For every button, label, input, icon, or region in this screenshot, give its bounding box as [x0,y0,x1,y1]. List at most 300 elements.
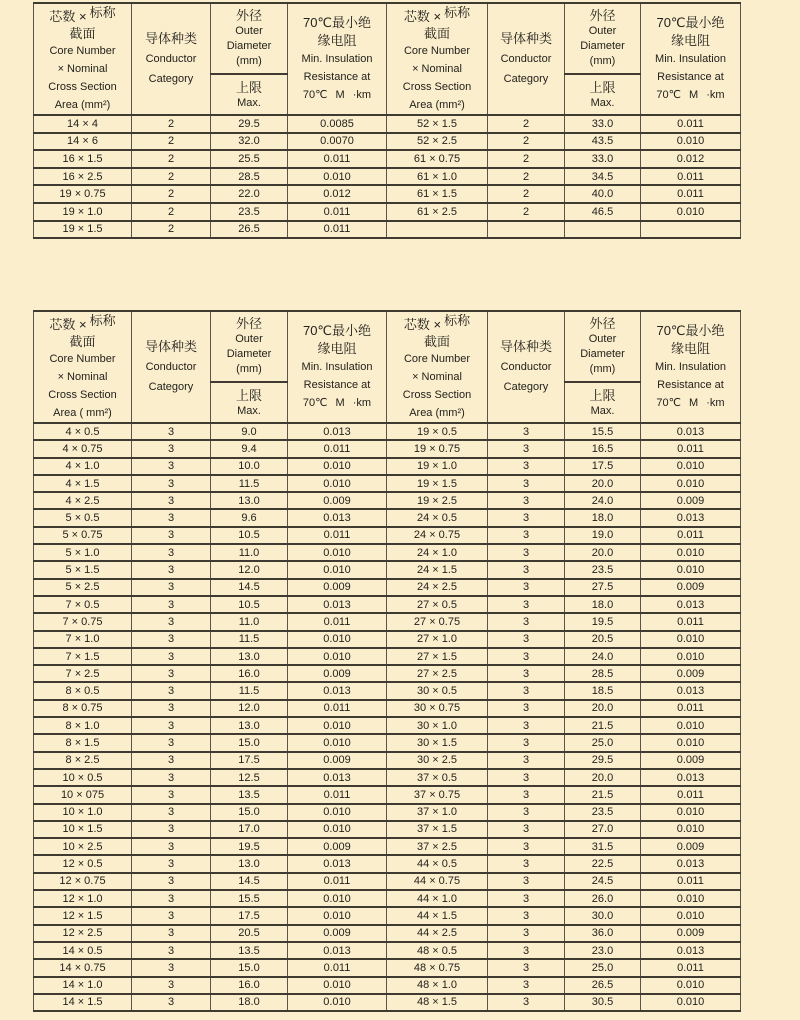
cell-outer-diameter-max: 18.0 [211,994,288,1011]
cell-outer-diameter-max: 13.0 [211,717,288,734]
cell-min-insulation-resistance: 0.010 [288,648,387,665]
cell-conductor-category: 3 [132,579,211,596]
cell-conductor-category: 3 [488,925,565,942]
cell-core-size: 10 × 2.5 [34,838,132,855]
cell-min-insulation-resistance: 0.010 [288,458,387,475]
header-text: (mm) [236,55,262,68]
header-insulation-resistance [641,3,741,115]
cell-core-size: 44 × 0.75 [387,873,488,890]
cell-conductor-category: 3 [488,994,565,1011]
cell-core-size: 61 × 2.5 [387,203,488,221]
cell-min-insulation-resistance: 0.010 [288,890,387,907]
cell-core-size: 24 × 1.5 [387,561,488,578]
cell-core-size: 8 × 2.5 [34,752,132,769]
cell-min-insulation-resistance: 0.010 [641,821,741,838]
cell-min-insulation-resistance: 0.009 [641,492,741,509]
table-row [34,492,741,509]
cell-core-size: 19 × 1.5 [34,221,132,239]
table-row [34,734,741,751]
table-row [34,700,741,717]
cell-conductor-category: 3 [132,544,211,561]
cell-conductor-category: 3 [132,804,211,821]
cell-core-size: 44 × 1.5 [387,907,488,924]
cell-outer-diameter-max: 16.5 [565,440,641,457]
cell-outer-diameter-max: 33.0 [565,115,641,133]
header-text: 上限 [589,79,616,95]
cell-conductor-category: 3 [488,786,565,803]
cell-conductor-category: 3 [488,423,565,440]
cell-core-size: 30 × 1.5 [387,734,488,751]
table-row [34,890,741,907]
cell-outer-diameter-max: 23.5 [565,561,641,578]
cell-conductor-category: 3 [488,527,565,544]
spec-table-2-header [34,311,741,423]
header-text: Category [503,73,549,85]
cell-conductor-category: 3 [132,959,211,976]
cell-conductor-category: 3 [132,561,211,578]
cell-core-size: 4 × 0.5 [34,423,132,440]
cell-conductor-category: 2 [488,115,565,133]
cell-conductor-category: 3 [132,838,211,855]
cell-conductor-category: 3 [488,942,565,959]
cell-min-insulation-resistance: 0.013 [288,509,387,526]
header-text: Diameter [580,348,625,361]
header-text: Conductor [500,53,552,65]
cell-conductor-category: 3 [488,509,565,526]
header-text: Diameter [226,40,272,53]
cell-conductor-category: 3 [488,855,565,872]
cell-outer-diameter-max: 32.0 [211,133,288,151]
header-text: × Nominal [412,371,462,383]
cell-conductor-category: 3 [488,682,565,699]
cell-conductor-category: 3 [132,907,211,924]
cell-min-insulation-resistance: 0.010 [288,631,387,648]
cell-min-insulation-resistance [641,221,741,239]
cell-core-size: 52 × 1.5 [387,115,488,133]
cell-outer-diameter-max: 26.0 [565,890,641,907]
cell-core-size: 4 × 2.5 [34,492,132,509]
cell-core-size: 27 × 2.5 [387,665,488,682]
header-text: 截面 [69,26,96,41]
cell-core-size: 19 × 1.5 [387,475,488,492]
header-text: Outer [588,333,617,346]
header-text: 芯数 × [403,317,442,332]
cell-core-size: 14 × 0.5 [34,942,132,959]
cell-conductor-category: 3 [488,544,565,561]
cell-core-size: 8 × 0.5 [34,682,132,699]
cell-core-size: 5 × 0.75 [34,527,132,544]
cell-conductor-category: 2 [132,115,211,133]
header-text: 70℃ M ·km [656,89,725,101]
cell-min-insulation-resistance: 0.013 [288,423,387,440]
cell-min-insulation-resistance: 0.011 [288,527,387,544]
cell-outer-diameter-max: 26.5 [565,977,641,994]
cell-conductor-category: 3 [132,890,211,907]
cell-outer-diameter-max: 13.5 [211,786,288,803]
cell-core-size: 24 × 0.75 [387,527,488,544]
cell-min-insulation-resistance: 0.011 [288,440,387,457]
table-row [34,423,741,440]
header-text: 70℃最小绝 [302,15,372,30]
header-text: × Nominal [57,63,108,75]
cell-min-insulation-resistance: 0.010 [641,994,741,1011]
header-text: Resistance at [657,379,724,391]
cell-min-insulation-resistance: 0.011 [288,221,387,239]
cell-conductor-category: 3 [132,440,211,457]
cell-outer-diameter-max: 30.0 [565,907,641,924]
cell-outer-diameter-max: 17.5 [565,458,641,475]
cell-min-insulation-resistance: 0.010 [641,907,741,924]
header-text [387,5,487,25]
cell-min-insulation-resistance: 0.010 [641,804,741,821]
cell-core-size: 37 × 0.5 [387,769,488,786]
spec-table-2 [33,310,741,1012]
cell-conductor-category: 3 [488,631,565,648]
cell-min-insulation-resistance: 0.011 [288,150,387,168]
header-core-number [387,311,488,423]
table-row [34,717,741,734]
cell-core-size: 52 × 2.5 [387,133,488,151]
cell-core-size: 30 × 2.5 [387,752,488,769]
cell-conductor-category: 3 [132,769,211,786]
cell-min-insulation-resistance: 0.010 [641,133,741,151]
header-text: × Nominal [57,371,108,383]
cell-core-size: 30 × 0.75 [387,700,488,717]
cell-outer-diameter-max: 14.5 [211,873,288,890]
cell-outer-diameter-max: 10.5 [211,527,288,544]
cell-outer-diameter-max: 14.5 [211,579,288,596]
cell-conductor-category: 3 [488,838,565,855]
header-text: 缘电阻 [670,341,710,356]
cell-min-insulation-resistance: 0.010 [641,890,741,907]
table-row [34,959,741,976]
cell-outer-diameter-max: 46.5 [565,203,641,221]
cell-conductor-category: 2 [488,133,565,151]
cell-core-size: 4 × 0.75 [34,440,132,457]
cell-min-insulation-resistance: 0.011 [288,873,387,890]
cell-conductor-category: 3 [488,665,565,682]
cell-conductor-category: 3 [488,821,565,838]
cell-outer-diameter-max: 43.5 [565,133,641,151]
header-text: Category [148,381,194,393]
cell-outer-diameter-max: 18.0 [565,596,641,613]
header-text: 70℃ M ·km [302,89,372,101]
header-text: Min. Insulation [301,53,373,65]
cell-conductor-category: 3 [132,665,211,682]
cell-outer-diameter-max: 22.0 [211,185,288,203]
cell-core-size: 14 × 1.0 [34,977,132,994]
cell-min-insulation-resistance: 0.009 [288,925,387,942]
cell-min-insulation-resistance: 0.013 [641,682,741,699]
cell-conductor-category: 3 [488,873,565,890]
cell-outer-diameter-max: 13.0 [211,648,288,665]
header-text: Resistance at [303,71,371,83]
header-text: 70℃ M ·km [302,397,372,409]
header-text: 外径 [235,316,262,332]
cell-outer-diameter-max: 23.5 [565,804,641,821]
cell-outer-diameter-max: 20.5 [565,631,641,648]
cell-conductor-category: 3 [132,682,211,699]
table-row [34,150,741,168]
cell-core-size: 24 × 1.0 [387,544,488,561]
header-text: (mm) [589,363,616,376]
table-row [34,613,741,630]
cell-outer-diameter-max: 13.5 [211,942,288,959]
cell-outer-diameter-max: 13.0 [211,492,288,509]
cell-conductor-category: 2 [488,168,565,186]
cell-min-insulation-resistance: 0.010 [641,734,741,751]
cell-conductor-category: 3 [488,959,565,976]
cell-outer-diameter-max: 15.5 [565,423,641,440]
cell-min-insulation-resistance: 0.011 [288,203,387,221]
cell-conductor-category: 2 [488,203,565,221]
header-text: 70℃最小绝 [656,323,725,338]
table-row [34,804,741,821]
cell-conductor-category: 3 [488,769,565,786]
cell-core-size: 5 × 1.0 [34,544,132,561]
header-conductor-category [488,311,565,423]
cell-min-insulation-resistance: 0.009 [288,752,387,769]
cell-outer-diameter-max: 20.0 [565,475,641,492]
header-text: Resistance at [303,379,371,391]
table-row [34,907,741,924]
cell-outer-diameter-max: 24.0 [565,648,641,665]
cell-outer-diameter-max [565,221,641,239]
cell-core-size: 19 × 2.5 [387,492,488,509]
header-max-limit [565,74,641,115]
cell-core-size: 12 × 0.75 [34,873,132,890]
header-text: Resistance at [657,71,724,83]
header-max-limit [211,74,288,115]
cell-outer-diameter-max: 20.0 [565,769,641,786]
cell-outer-diameter-max: 40.0 [565,185,641,203]
cell-core-size: 12 × 0.5 [34,855,132,872]
table-row [34,994,741,1011]
cell-conductor-category: 3 [132,596,211,613]
cell-min-insulation-resistance: 0.012 [288,185,387,203]
cell-min-insulation-resistance: 0.009 [288,492,387,509]
cell-conductor-category: 3 [132,994,211,1011]
cell-core-size: 5 × 2.5 [34,579,132,596]
cell-core-size: 48 × 0.5 [387,942,488,959]
header-text: 截面 [423,334,450,349]
header-text: 芯数 × [49,317,87,332]
cell-min-insulation-resistance: 0.010 [641,475,741,492]
cell-core-size: 14 × 4 [34,115,132,133]
header-text: 缘电阻 [670,33,710,48]
cell-outer-diameter-max: 21.5 [565,786,641,803]
table-row [34,509,741,526]
cell-min-insulation-resistance: 0.010 [288,561,387,578]
cell-conductor-category: 2 [132,133,211,151]
cell-core-size: 10 × 1.0 [34,804,132,821]
cell-core-size: 12 × 2.5 [34,925,132,942]
header-text: Diameter [580,40,625,53]
cell-outer-diameter-max: 11.0 [211,613,288,630]
cell-core-size: 14 × 1.5 [34,994,132,1011]
cell-min-insulation-resistance: 0.013 [288,596,387,613]
cell-min-insulation-resistance: 0.013 [641,423,741,440]
cell-conductor-category: 3 [132,977,211,994]
cell-outer-diameter-max: 11.0 [211,544,288,561]
cell-core-size: 7 × 0.75 [34,613,132,630]
cell-min-insulation-resistance: 0.009 [641,579,741,596]
header-max-limit [211,382,288,423]
cell-min-insulation-resistance: 0.010 [288,734,387,751]
cell-min-insulation-resistance: 0.011 [641,168,741,186]
cell-core-size: 5 × 1.5 [34,561,132,578]
cell-min-insulation-resistance: 0.010 [288,717,387,734]
header-text: 标称 [89,5,116,20]
cell-min-insulation-resistance: 0.010 [288,544,387,561]
cell-outer-diameter-max: 33.0 [565,150,641,168]
cell-conductor-category: 3 [132,873,211,890]
header-text: 截面 [423,26,450,41]
cell-outer-diameter-max: 12.5 [211,769,288,786]
cell-core-size: 37 × 2.5 [387,838,488,855]
table-row [34,440,741,457]
header-text: 导体种类 [499,31,552,46]
cell-min-insulation-resistance: 0.010 [641,648,741,665]
cell-conductor-category: 3 [488,752,565,769]
cell-conductor-category: 3 [488,977,565,994]
header-text: Diameter [226,348,272,361]
cell-min-insulation-resistance: 0.011 [288,700,387,717]
cell-outer-diameter-max: 17.5 [211,752,288,769]
cell-outer-diameter-max: 31.5 [565,838,641,855]
header-text: 标称 [444,313,471,328]
cell-conductor-category: 3 [132,821,211,838]
cell-conductor-category: 3 [132,734,211,751]
header-text: Area (mm²) [409,99,465,111]
cell-conductor-category: 3 [132,492,211,509]
table-row [34,527,741,544]
header-text: Min. Insulation [301,361,373,373]
cell-min-insulation-resistance: 0.013 [641,942,741,959]
header-text: Core Number [403,353,471,365]
cell-conductor-category: 3 [132,700,211,717]
cell-core-size: 19 × 0.75 [34,185,132,203]
cell-conductor-category: 2 [132,150,211,168]
cell-outer-diameter-max: 10.5 [211,596,288,613]
header-insulation-resistance [288,311,387,423]
cell-outer-diameter-max: 17.0 [211,821,288,838]
cell-outer-diameter-max: 21.5 [565,717,641,734]
cell-outer-diameter-max: 9.0 [211,423,288,440]
cell-min-insulation-resistance: 0.013 [641,769,741,786]
cell-core-size: 10 × 1.5 [34,821,132,838]
cell-core-size: 5 × 0.5 [34,509,132,526]
cell-core-size: 44 × 2.5 [387,925,488,942]
cell-min-insulation-resistance: 0.009 [641,925,741,942]
table-row [34,942,741,959]
header-core-number [387,3,488,115]
cell-min-insulation-resistance: 0.011 [641,185,741,203]
header-text: Cross Section [402,81,472,93]
cell-core-size: 7 × 0.5 [34,596,132,613]
cell-conductor-category [488,221,565,239]
cell-outer-diameter-max: 17.5 [211,907,288,924]
cell-min-insulation-resistance: 0.010 [641,561,741,578]
cell-min-insulation-resistance: 0.011 [641,959,741,976]
header-text [387,313,487,333]
table-row [34,221,741,239]
cell-core-size: 4 × 1.5 [34,475,132,492]
header-text: 导体种类 [144,339,197,354]
cell-outer-diameter-max: 34.5 [565,168,641,186]
cell-outer-diameter-max: 25.0 [565,959,641,976]
header-text: Max. [590,404,615,417]
cell-min-insulation-resistance: 0.011 [641,115,741,133]
cell-core-size: 24 × 2.5 [387,579,488,596]
cell-min-insulation-resistance: 0.011 [641,613,741,630]
cell-min-insulation-resistance: 0.013 [641,509,741,526]
table-row [34,769,741,786]
cell-min-insulation-resistance: 0.012 [641,150,741,168]
cell-conductor-category: 3 [488,492,565,509]
cell-min-insulation-resistance: 0.010 [641,458,741,475]
header-text: × Nominal [412,63,462,75]
cell-core-size: 10 × 0.5 [34,769,132,786]
header-text: Conductor [500,361,552,373]
cell-outer-diameter-max: 11.5 [211,475,288,492]
cell-outer-diameter-max: 29.5 [211,115,288,133]
table-row [34,925,741,942]
table-row [34,561,741,578]
header-text: (mm) [589,55,616,68]
cell-outer-diameter-max: 11.5 [211,682,288,699]
cell-conductor-category: 3 [132,631,211,648]
spec-table-1 [33,2,741,239]
cell-min-insulation-resistance: 0.013 [288,769,387,786]
header-text: Core Number [49,45,116,57]
header-text [34,313,131,333]
cell-outer-diameter-max: 15.5 [211,890,288,907]
cell-conductor-category: 3 [132,475,211,492]
cell-core-size: 4 × 1.0 [34,458,132,475]
header-text: Category [148,73,194,85]
cell-min-insulation-resistance: 0.013 [641,855,741,872]
cell-conductor-category: 3 [488,648,565,665]
cell-core-size: 48 × 0.75 [387,959,488,976]
cell-core-size: 48 × 1.5 [387,994,488,1011]
table-row [34,855,741,872]
cell-conductor-category: 3 [488,907,565,924]
header-text: 截面 [69,334,96,349]
header-text: 70℃最小绝 [656,15,725,30]
cell-outer-diameter-max: 36.0 [565,925,641,942]
cell-outer-diameter-max: 23.5 [211,203,288,221]
cell-min-insulation-resistance: 0.010 [288,977,387,994]
cell-core-size: 37 × 0.75 [387,786,488,803]
cell-min-insulation-resistance: 0.009 [641,665,741,682]
header-text: 70℃ M ·km [656,397,725,409]
cell-min-insulation-resistance: 0.010 [641,717,741,734]
cell-conductor-category: 3 [132,925,211,942]
cell-core-size: 44 × 0.5 [387,855,488,872]
cell-core-size: 37 × 1.5 [387,821,488,838]
cell-outer-diameter-max: 18.5 [565,682,641,699]
cell-conductor-category: 3 [132,717,211,734]
table-row [34,133,741,151]
cell-core-size: 27 × 0.75 [387,613,488,630]
cell-core-size: 12 × 1.0 [34,890,132,907]
table-row [34,838,741,855]
header-text: Core Number [49,353,116,365]
header-text: Category [503,381,549,393]
cell-conductor-category: 3 [488,561,565,578]
cell-conductor-category: 3 [132,855,211,872]
